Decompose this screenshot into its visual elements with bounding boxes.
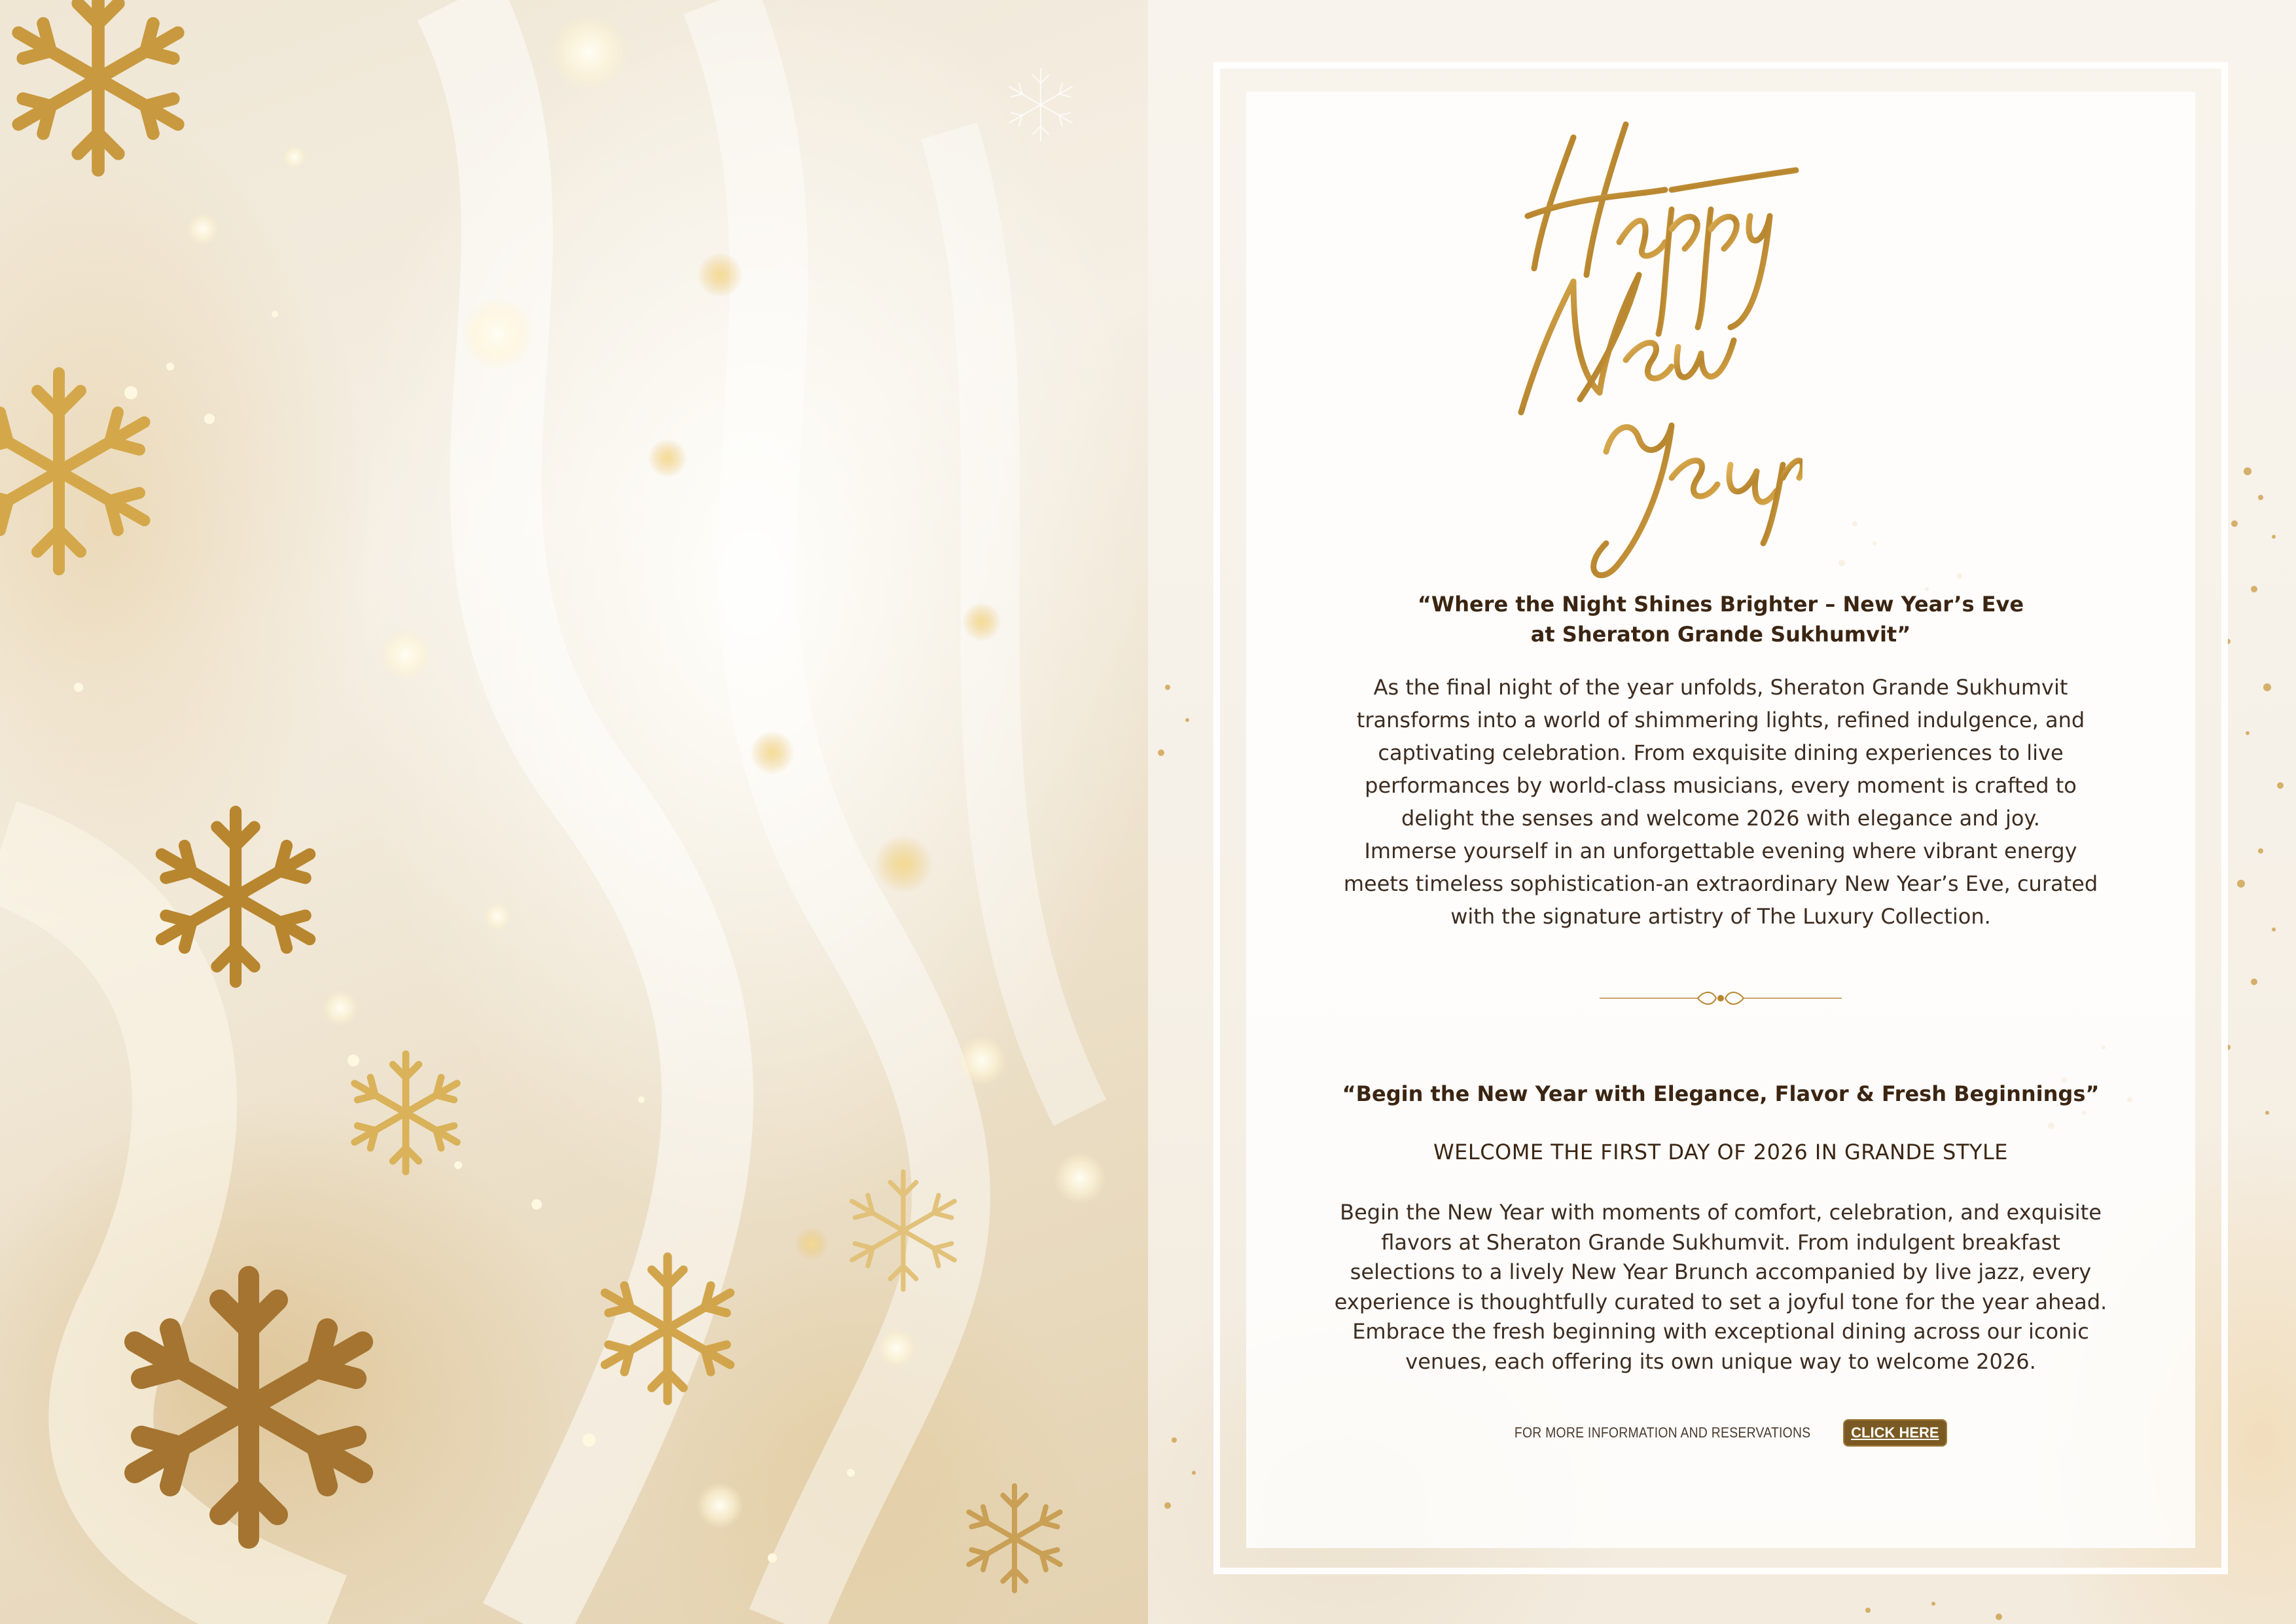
body-line: flavors at Sheraton Grande Sukhumvit. From indulgent breakfast — [1381, 1229, 2060, 1255]
script-lettering — [1475, 111, 1803, 583]
happy-new-year-title — [1475, 111, 1803, 583]
section2-subheading: WELCOME THE FIRST DAY OF 2026 IN GRANDE STYLE — [1433, 1140, 2008, 1164]
section1-heading — [1259, 589, 2182, 649]
body-line: captivating celebration. From exquisite dining experiences to live — [1378, 740, 2064, 765]
body-line: experience is thoughtfully curated to set a joyful tone for the year ahead. — [1334, 1289, 2108, 1314]
body-line: Immerse yourself in an unforgettable evening where vibrant energy — [1364, 839, 2077, 863]
section2-heading: “Begin the New Year with Elegance, Flavor & Fresh Beginnings” — [1342, 1081, 2100, 1106]
body-line: meets timeless sophistication-an extraordinary New Year’s Eve, curated — [1343, 871, 2098, 896]
cta-text: FOR MORE INFORMATION AND RESERVATIONS — [1515, 1424, 1811, 1441]
body-line: delight the senses and welcome 2026 with elegance and joy. — [1401, 806, 2040, 831]
cta-row — [1259, 1419, 2182, 1447]
body-line: selections to a lively New Year Brunch accompanied by live jazz, every — [1350, 1259, 2092, 1284]
body-line: Embrace the fresh beginning with exceptional dining across our iconic — [1352, 1319, 2089, 1344]
body-line: performances by world-class musicians, every moment is crafted to — [1365, 773, 2077, 798]
body-line: As the final night of the year unfolds, Sheraton Grande Sukhumvit — [1373, 675, 2068, 700]
body-line: Begin the New Year with moments of comfort, celebration, and exquisite — [1340, 1200, 2102, 1225]
section1-heading-line: “Where the Night Shines Brighter – New Year’s Eve — [1417, 592, 2024, 617]
body-line: with the signature artistry of The Luxury Collection. — [1450, 904, 1991, 929]
section1-heading-line: at Sheraton Grande Sukhumvit” — [1530, 622, 1911, 647]
ornamental-divider-icon — [1600, 985, 1842, 1011]
section2-body — [1259, 1198, 2182, 1377]
click-here-button[interactable]: CLICK HERE — [1843, 1419, 1946, 1447]
content-panel — [1148, 0, 2296, 1624]
body-line: venues, each offering its own unique way to welcome 2026. — [1405, 1348, 2036, 1374]
body-line: transforms into a world of shimmering lights, refined indulgence, and — [1356, 708, 2085, 732]
section1-body — [1259, 671, 2182, 933]
